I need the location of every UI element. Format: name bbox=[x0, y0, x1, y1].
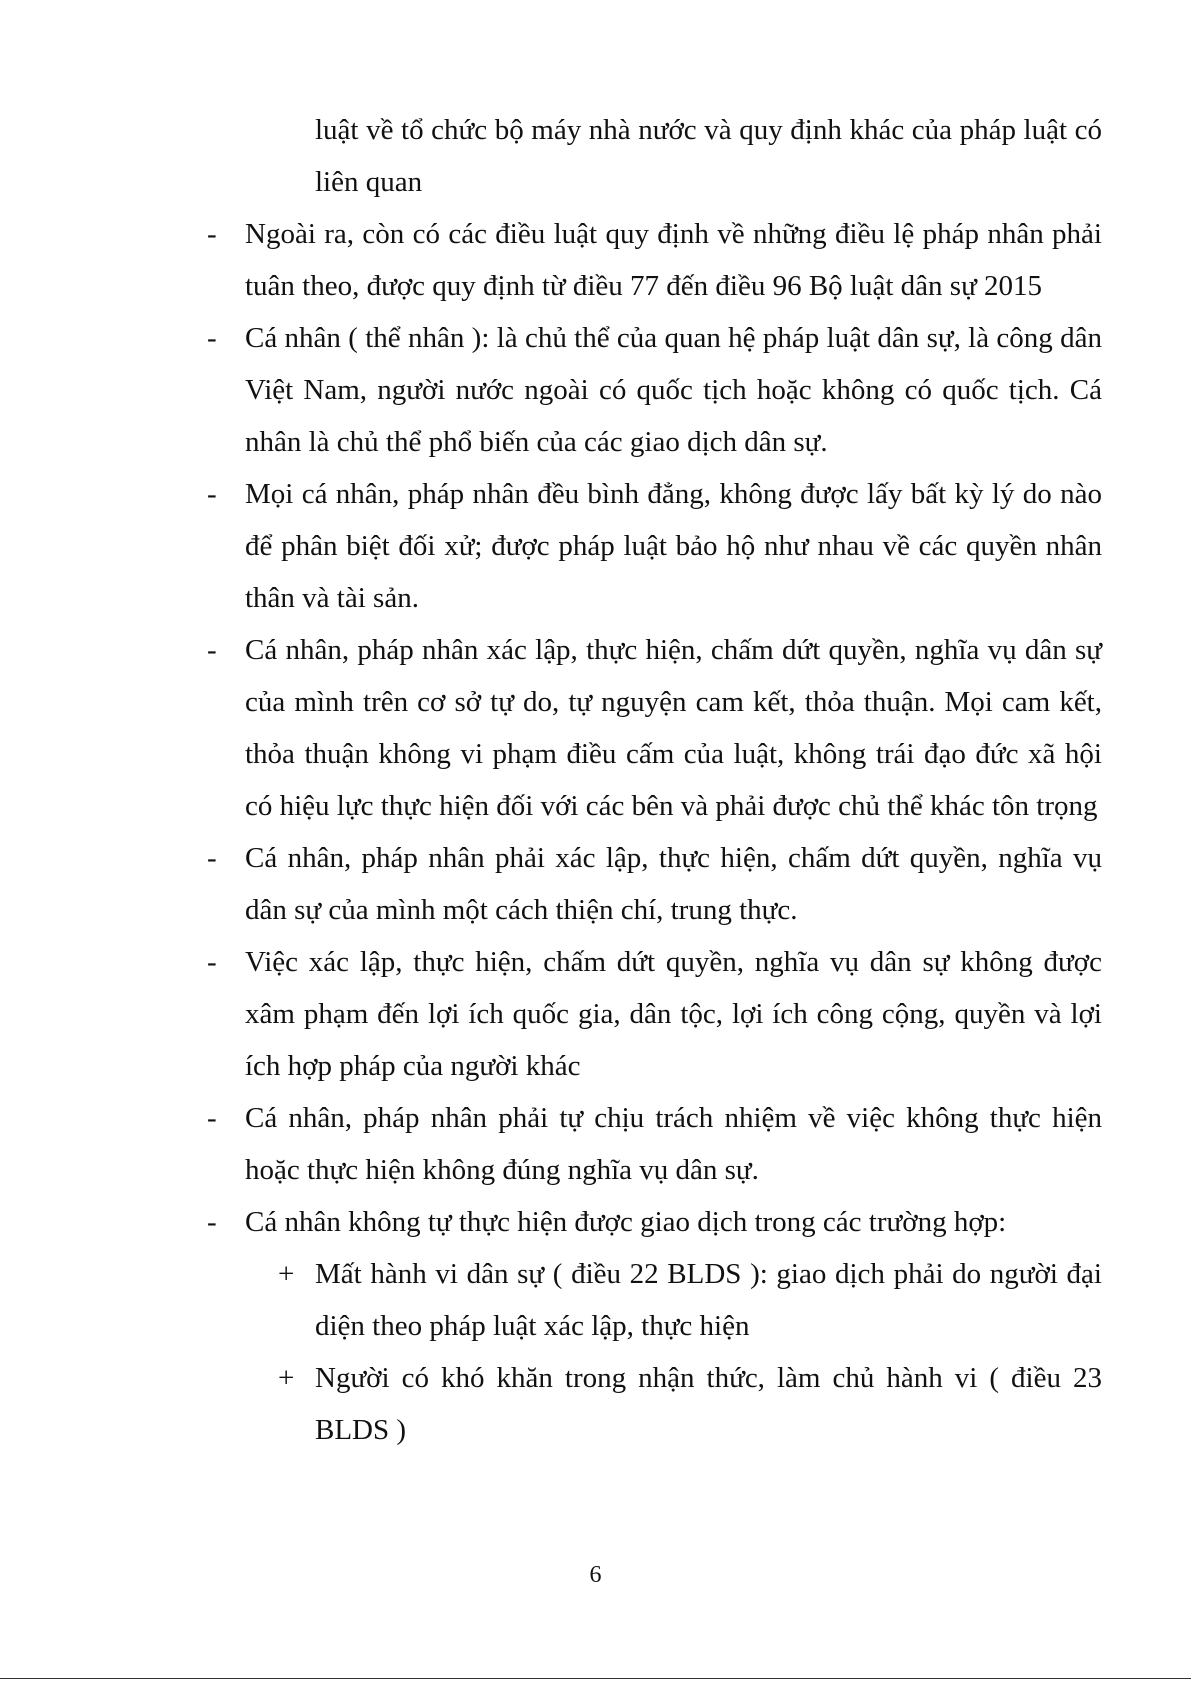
list-item-text: Cá nhân, pháp nhân phải tự chịu trách nhiệm về việc không thực hiện hoặc thực hiện không đúng nghĩa vụ dân sự. bbox=[245, 1102, 1102, 1186]
list-item-text: Cá nhân, pháp nhân xác lập, thực hiện, chấm dứt quyền, nghĩa vụ dân sự của mình trên cơ sở tự do, tự nguyện cam kết, thỏa thuận. Mọi cam kết, thỏa thuận không vi phạm điều cấm của luật, không trái đạo đức xã hội có hiệu lực thực hiện đối với các bên và phải được chủ thể khác tôn trọng bbox=[245, 634, 1102, 822]
list-item bbox=[205, 832, 1105, 936]
sub-list-item-text: Mất hành vi dân sự ( điều 22 BLDS ): giao dịch phải do người đại diện theo pháp luật xác lập, thực hiện bbox=[315, 1258, 1102, 1342]
page-number: 6 bbox=[589, 1562, 602, 1588]
bullet-dash: - bbox=[207, 478, 217, 510]
list-item-text: Việc xác lập, thực hiện, chấm dứt quyền, nghĩa vụ dân sự không được xâm phạm đến lợi ích quốc gia, dân tộc, lợi ích công cộng, quyền và lợi ích hợp pháp của người khác bbox=[245, 946, 1102, 1082]
list-item bbox=[205, 468, 1105, 624]
bullet-plus: + bbox=[278, 1362, 295, 1394]
document-body bbox=[205, 104, 1105, 1456]
bullet-dash: - bbox=[207, 1102, 217, 1134]
list-item-text: Mọi cá nhân, pháp nhân đều bình đẳng, không được lấy bất kỳ lý do nào để phân biệt đối xử; được pháp luật bảo hộ như nhau về các quyền nhân thân và tài sản. bbox=[245, 478, 1102, 614]
list-item bbox=[205, 208, 1105, 312]
sub-list-item bbox=[205, 1352, 1105, 1456]
bullet-dash: - bbox=[207, 322, 217, 354]
list-item-text: Cá nhân, pháp nhân phải xác lập, thực hiện, chấm dứt quyền, nghĩa vụ dân sự của mình một cách thiện chí, trung thực. bbox=[245, 842, 1102, 926]
list-item bbox=[205, 1196, 1105, 1248]
list-item bbox=[205, 312, 1105, 468]
bullet-dash: - bbox=[207, 842, 217, 874]
sub-list-item-text: Người có khó khăn trong nhận thức, làm chủ hành vi ( điều 23 BLDS ) bbox=[315, 1362, 1102, 1446]
page-bottom-divider bbox=[0, 1678, 1191, 1679]
list-item-text: Cá nhân không tự thực hiện được giao dịch trong các trường hợp: bbox=[245, 1206, 1007, 1238]
bullet-dash: - bbox=[207, 634, 217, 666]
list-item bbox=[205, 1092, 1105, 1196]
continuation-paragraph: luật về tổ chức bộ máy nhà nước và quy định khác của pháp luật có liên quan bbox=[315, 114, 1102, 198]
list-item bbox=[205, 936, 1105, 1092]
list-item-text: Cá nhân ( thể nhân ): là chủ thể của quan hệ pháp luật dân sự, là công dân Việt Nam, người nước ngoài có quốc tịch hoặc không có quốc tịch. Cá nhân là chủ thể phổ biến của các giao dịch dân sự. bbox=[245, 322, 1102, 458]
list-item bbox=[205, 624, 1105, 832]
sub-list-item bbox=[205, 1248, 1105, 1352]
list-item-text: Ngoài ra, còn có các điều luật quy định về những điều lệ pháp nhân phải tuân theo, được quy định từ điều 77 đến điều 96 Bộ luật dân sự 2015 bbox=[245, 218, 1102, 302]
bullet-plus: + bbox=[278, 1258, 295, 1290]
bullet-dash: - bbox=[207, 946, 217, 978]
bullet-dash: - bbox=[207, 1206, 217, 1238]
bullet-dash: - bbox=[207, 218, 217, 250]
